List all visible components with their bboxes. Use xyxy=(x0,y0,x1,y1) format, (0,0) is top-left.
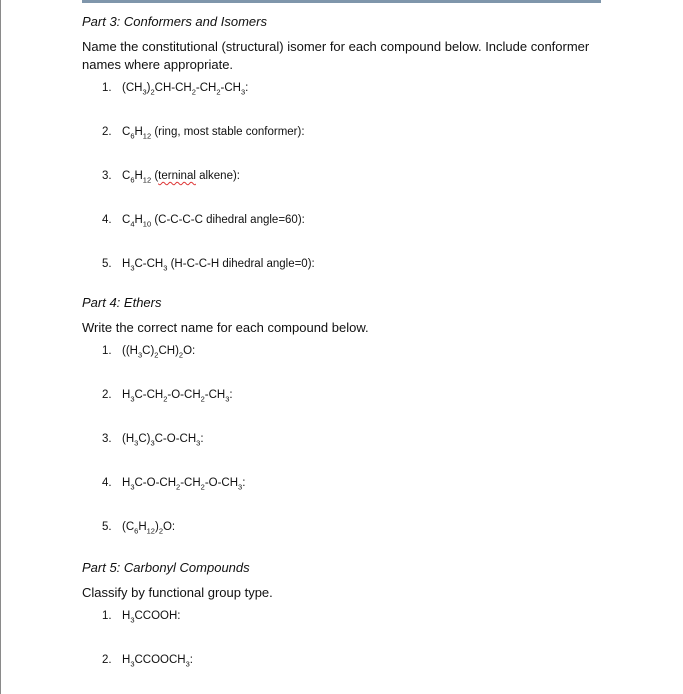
part5-heading: Part 5: Carbonyl Compounds xyxy=(82,560,250,575)
list-item xyxy=(82,124,602,168)
compound-formula: $H_3CCOOH$: xyxy=(122,610,181,625)
item-number: 2. xyxy=(102,389,112,401)
part3-list xyxy=(82,80,602,292)
part4-list xyxy=(82,343,602,557)
compound-formula: $(H_3C)_3C-O-CH_3$: xyxy=(122,433,204,448)
compound-formula: $H_3C-CH_3$ (H-C-C-H dihedral angle=0): xyxy=(122,258,315,273)
part5-list xyxy=(82,608,602,672)
part4-heading: Part 4: Ethers xyxy=(82,295,162,310)
compound-formula: $H_3CCOOCH_3$: xyxy=(122,654,193,669)
compound-formula: $(CH_3)_2CH-CH_2-CH_2-CH_3$: xyxy=(122,82,249,97)
part5-instruction: Classify by functional group type. xyxy=(82,585,273,600)
list-item xyxy=(82,212,602,256)
compound-formula: $H_3C-O-CH_2-CH_2-O-CH_3$: xyxy=(122,477,246,492)
item-number: 4. xyxy=(102,214,112,226)
document-body xyxy=(82,13,602,672)
page-left-edge xyxy=(0,0,1,694)
item-number: 1. xyxy=(102,610,112,622)
compound-formula: $H_3C-CH_2-O-CH_2-CH_3$: xyxy=(122,389,233,404)
part4-instruction: Write the correct name for each compound below. xyxy=(82,320,369,335)
list-item xyxy=(82,519,602,557)
item-number: 5. xyxy=(102,521,112,533)
compound-formula: $C_6H_{12}$ (ring, most stable conformer): xyxy=(122,126,305,141)
item-number: 1. xyxy=(102,345,112,357)
list-item xyxy=(82,387,602,431)
list-item xyxy=(82,80,602,124)
compound-formula: $((H_3C)_2CH)_2O$: xyxy=(122,345,196,360)
list-item xyxy=(82,431,602,475)
spellcheck-word[interactable]: terninal xyxy=(158,170,196,182)
part3-heading: Part 3: Conformers and Isomers xyxy=(82,14,267,29)
list-item xyxy=(82,475,602,519)
part3-instruction xyxy=(82,38,602,74)
item-number: 5. xyxy=(102,258,112,270)
list-item xyxy=(82,608,602,652)
list-item xyxy=(82,343,602,387)
compound-formula: $C_6H_{12}$ (terninal alkene): xyxy=(122,170,240,185)
part3-instruction-line1: Name the constitutional (structural) isomer for each compound below. Include conformer xyxy=(82,39,590,54)
header-rule xyxy=(82,0,601,3)
item-number: 4. xyxy=(102,477,112,489)
list-item xyxy=(82,652,602,672)
list-item xyxy=(82,256,602,292)
list-item xyxy=(82,168,602,212)
compound-formula: $C_4H_{10}$ (C-C-C-C dihedral angle=60): xyxy=(122,214,305,229)
part3-instruction-line2: names where appropriate. xyxy=(82,57,234,72)
item-number: 3. xyxy=(102,433,112,445)
item-number: 3. xyxy=(102,170,112,182)
item-number: 1. xyxy=(102,82,112,94)
compound-formula: $(C_6H_{12})_2O$: xyxy=(122,521,176,536)
item-number: 2. xyxy=(102,654,112,666)
item-number: 2. xyxy=(102,126,112,138)
